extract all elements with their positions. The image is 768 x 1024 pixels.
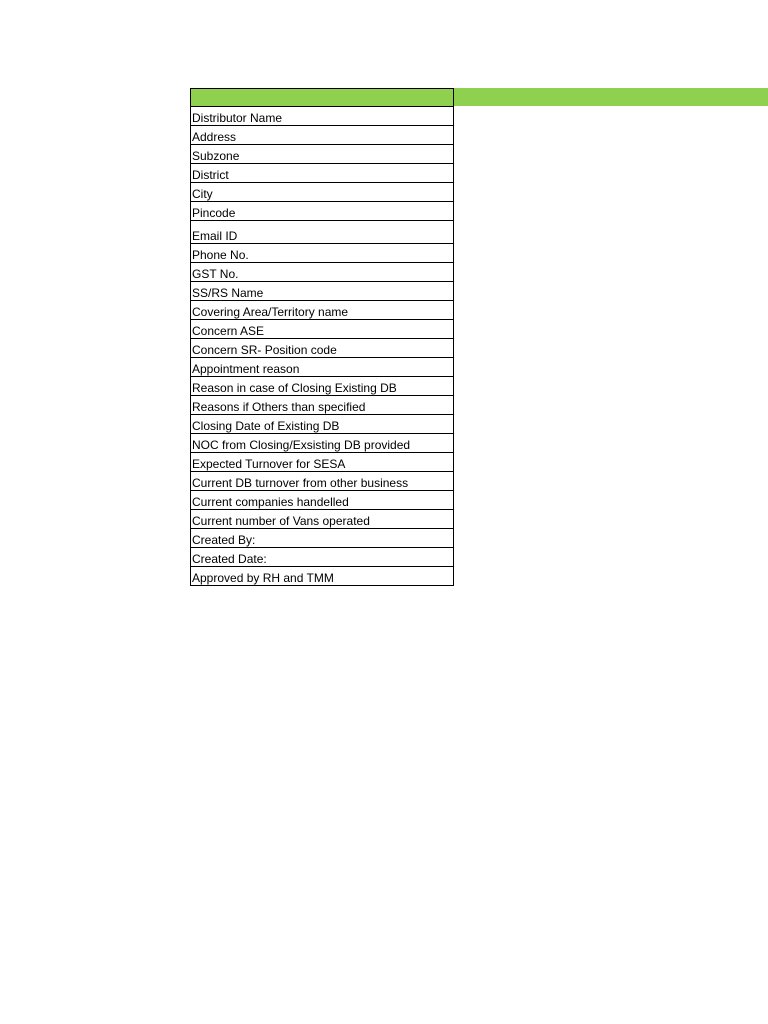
- field-label-appointment-reason: Appointment reason: [191, 358, 454, 377]
- table-row: [191, 145, 454, 164]
- field-label-phone-no: Phone No.: [191, 244, 454, 263]
- table-row: [191, 339, 454, 358]
- table-row: [191, 377, 454, 396]
- field-label-concern-sr-position-code: Concern SR- Position code: [191, 339, 454, 358]
- table-row: [191, 396, 454, 415]
- table-row: [191, 434, 454, 453]
- table-row: [191, 510, 454, 529]
- field-label-current-companies: Current companies handelled: [191, 491, 454, 510]
- field-label-ss-rs-name: SS/RS Name: [191, 282, 454, 301]
- table-row: [191, 453, 454, 472]
- header-green-band: [453, 88, 768, 106]
- table-row: [191, 202, 454, 221]
- table-header-row: [191, 89, 454, 107]
- field-label-current-db-turnover: Current DB turnover from other business: [191, 472, 454, 491]
- table-header-cell: [191, 89, 454, 107]
- field-label-closing-reason: Reason in case of Closing Existing DB: [191, 377, 454, 396]
- table-row: [191, 529, 454, 548]
- table-row: [191, 472, 454, 491]
- table-row: [191, 183, 454, 202]
- table-row: [191, 491, 454, 510]
- field-label-distributor-name: Distributor Name: [191, 107, 454, 126]
- table-row: [191, 282, 454, 301]
- field-label-address: Address: [191, 126, 454, 145]
- table-row: [191, 244, 454, 263]
- table-row: [191, 548, 454, 567]
- field-label-email-id: Email ID: [191, 221, 454, 244]
- field-label-city: City: [191, 183, 454, 202]
- table-row: [191, 415, 454, 434]
- table-row: [191, 221, 454, 244]
- table-row: [191, 263, 454, 282]
- field-label-approved-by: Approved by RH and TMM: [191, 567, 454, 586]
- field-label-subzone: Subzone: [191, 145, 454, 164]
- table-row: [191, 164, 454, 183]
- field-label-covering-area: Covering Area/Territory name: [191, 301, 454, 320]
- table-row: [191, 107, 454, 126]
- table-row: [191, 126, 454, 145]
- field-label-other-reasons: Reasons if Others than specified: [191, 396, 454, 415]
- field-label-created-date: Created Date:: [191, 548, 454, 567]
- field-label-district: District: [191, 164, 454, 183]
- field-label-vans-operated: Current number of Vans operated: [191, 510, 454, 529]
- distributor-form-table: [190, 88, 454, 586]
- table-row: [191, 358, 454, 377]
- field-label-concern-ase: Concern ASE: [191, 320, 454, 339]
- field-label-closing-date: Closing Date of Existing DB: [191, 415, 454, 434]
- field-label-created-by: Created By:: [191, 529, 454, 548]
- table-row: [191, 320, 454, 339]
- table-row: [191, 567, 454, 586]
- field-label-gst-no: GST No.: [191, 263, 454, 282]
- field-label-noc-provided: NOC from Closing/Exsisting DB provided: [191, 434, 454, 453]
- field-label-pincode: Pincode: [191, 202, 454, 221]
- field-label-expected-turnover: Expected Turnover for SESA: [191, 453, 454, 472]
- table-row: [191, 301, 454, 320]
